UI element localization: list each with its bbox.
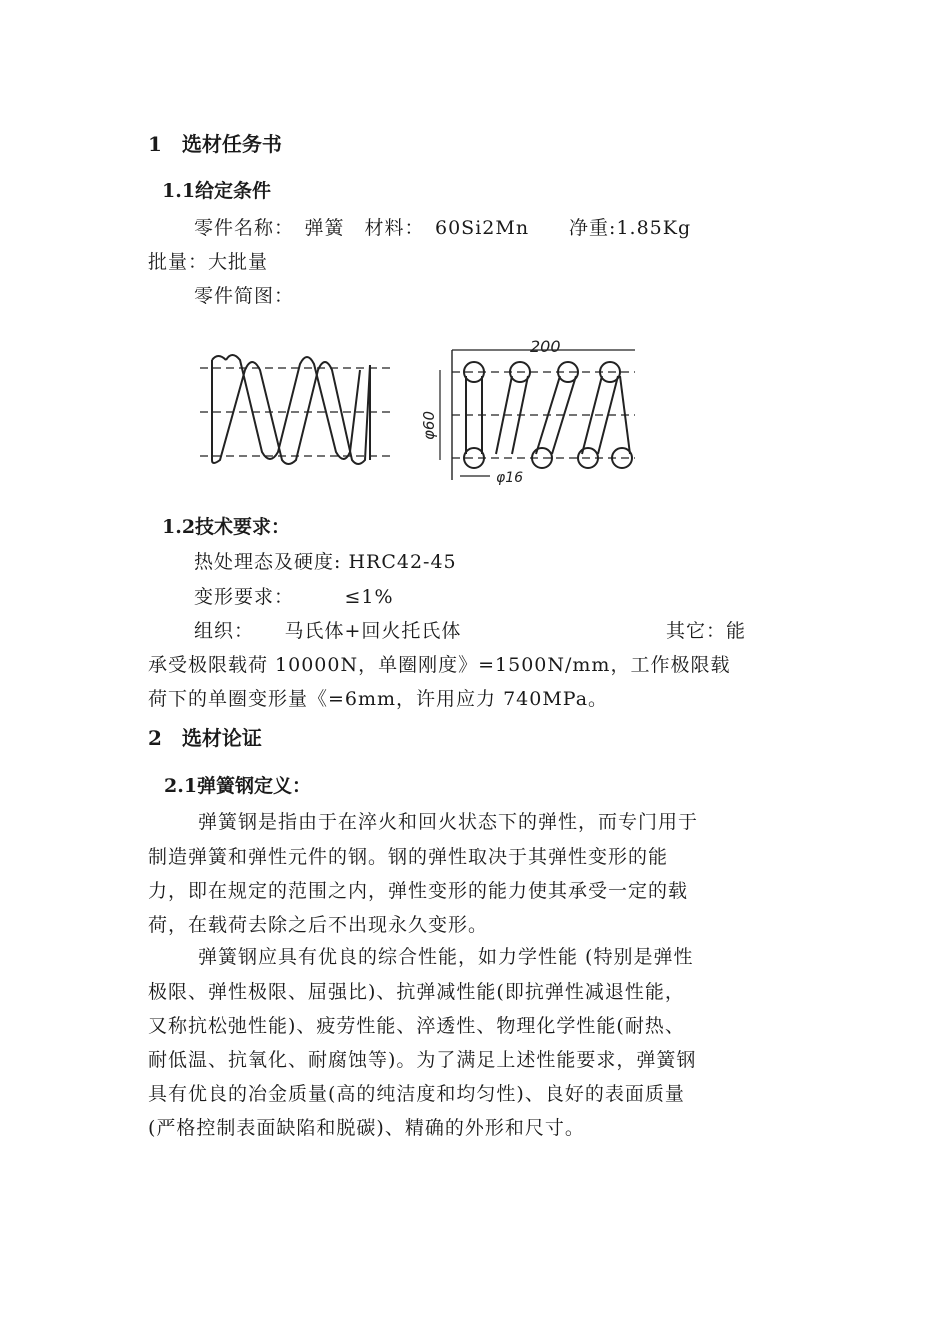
dim-wire-label: φ16 bbox=[496, 470, 524, 486]
para1-line: 制造弹簧和弹性元件的钢。钢的弹性取决于其弹性变形的能 bbox=[148, 846, 669, 868]
spring-sketch bbox=[190, 340, 660, 490]
hardness-line: 热处理态及硬度: HRC42-45 bbox=[194, 551, 457, 573]
batch-line: 批量：大批量 bbox=[148, 251, 269, 273]
para2-line: 又称抗松弛性能)、疲劳性能、淬透性、物理化学性能(耐热、 bbox=[148, 1015, 685, 1037]
spring-section-view bbox=[440, 350, 635, 480]
section-2-heading: 2 选材论证 bbox=[148, 726, 262, 750]
section-2-1-heading: 2.1弹簧钢定义： bbox=[164, 775, 312, 797]
dim-length-label: 200 bbox=[530, 340, 561, 356]
sketch-label: 零件简图： bbox=[194, 285, 295, 307]
para1-line: 弹簧钢是指由于在淬火和回火状态下的弹性，而专门用于 bbox=[198, 811, 699, 833]
section-1-1-heading: 1.1给定条件 bbox=[162, 180, 272, 202]
para2-line: 弹簧钢应具有优良的综合性能，如力学性能 (特别是弹性 bbox=[198, 946, 694, 968]
spring-side-view bbox=[200, 355, 390, 464]
load-line: 承受极限载荷 10000N，单圈刚度》=1500N/mm，工作极限载 bbox=[148, 654, 731, 676]
para2-line: (严格控制表面缺陷和脱碳)、精确的外形和尺寸。 bbox=[148, 1117, 585, 1139]
dim-diameter-label: φ60 bbox=[420, 411, 438, 440]
part-info-line: 零件名称： 弹簧 材料： 60Si2Mn 净重:1.85Kg bbox=[194, 217, 692, 239]
structure-line: 组织： 马氏体+回火托氏体 bbox=[194, 620, 462, 642]
para2-line: 具有优良的冶金质量(高的纯洁度和均匀性)、良好的表面质量 bbox=[148, 1083, 685, 1105]
section-1-2-heading: 1.2技术要求： bbox=[162, 516, 291, 538]
stress-line: 荷下的单圈变形量《=6mm，许用应力 740MPa。 bbox=[148, 688, 609, 710]
other-label: 其它：能 bbox=[666, 620, 747, 642]
para2-line: 极限、弹性极限、屈强比)、抗弹减性能(即抗弹性减退性能， bbox=[148, 981, 685, 1003]
para1-line: 荷，在载荷去除之后不出现永久变形。 bbox=[148, 914, 489, 936]
para2-line: 耐低温、抗氧化、耐腐蚀等)。为了满足上述性能要求，弹簧钢 bbox=[148, 1049, 697, 1071]
section-1-heading: 1 选材任务书 bbox=[148, 132, 282, 156]
deformation-line: 变形要求： ≤1% bbox=[194, 586, 394, 608]
para1-line: 力，即在规定的范围之内，弹性变形的能力使其承受一定的载 bbox=[148, 880, 689, 902]
